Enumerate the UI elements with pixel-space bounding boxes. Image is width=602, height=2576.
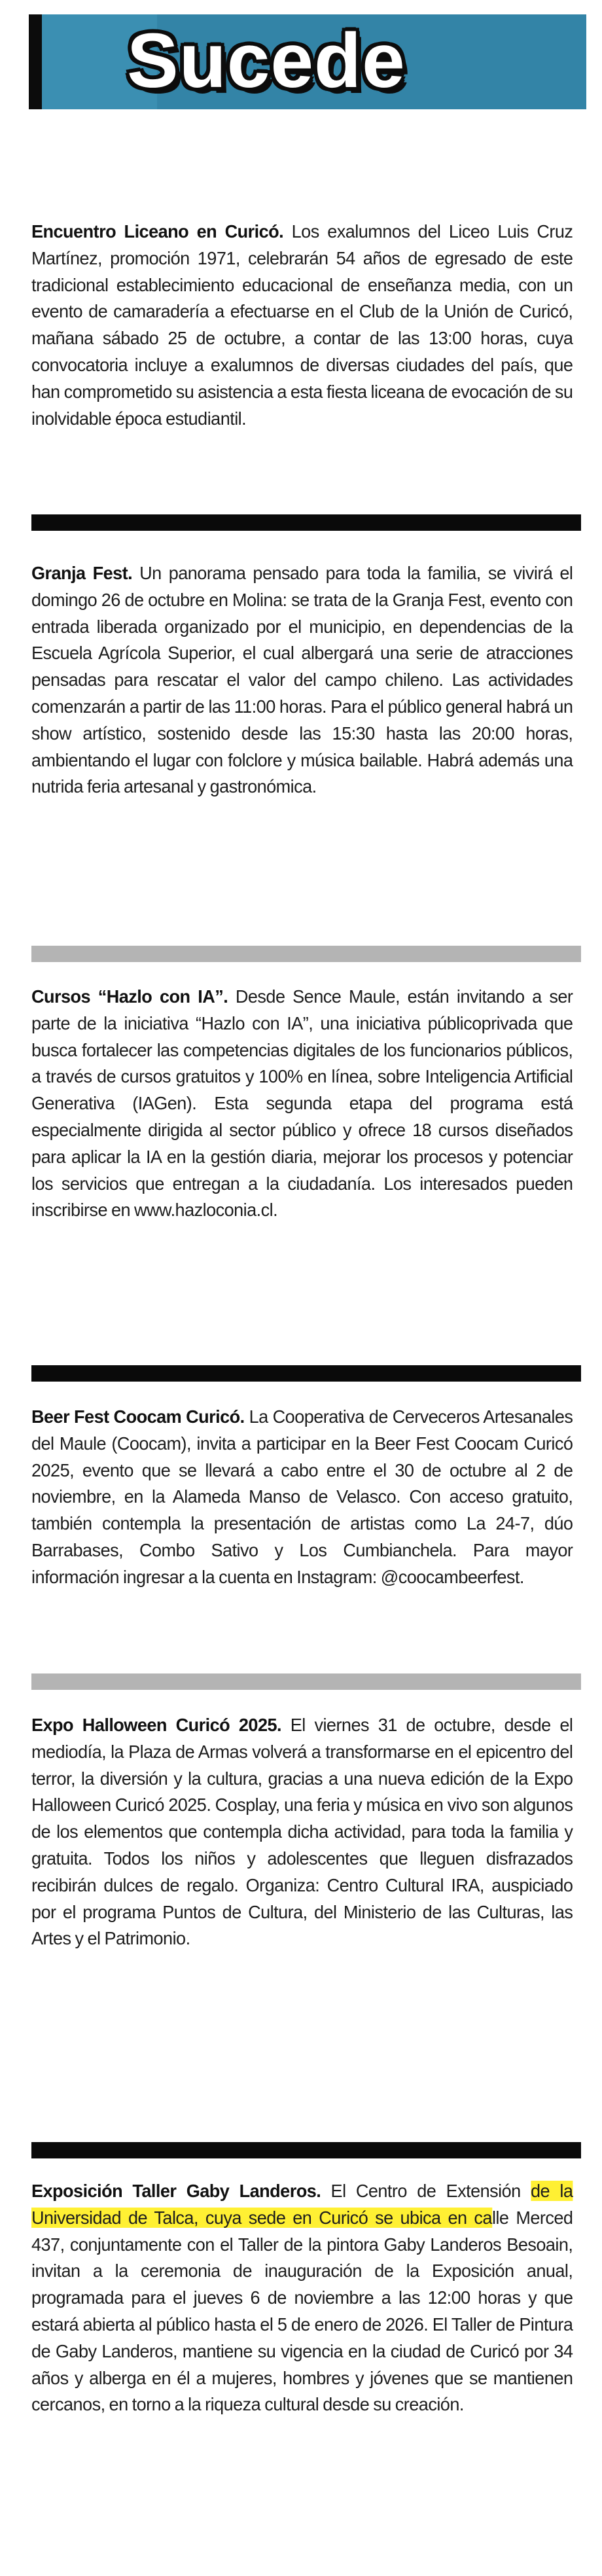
news-item-heading: Cursos “Hazlo con IA”.: [31, 986, 228, 1007]
header-left-bar: [29, 14, 42, 109]
highlighted-text: de la Universidad de Talca, cuya sede en Curicó se ubica en ca: [31, 2181, 573, 2228]
divider: [31, 1365, 581, 1382]
news-item-body: El viernes 31 de octubre, desde el mediodía, la Plaza de Armas volverá a transformarse en el epicentro del terror, la diversión y la cultura, gracias a una nueva edición de la Expo Halloween Curicó 2025. Cosplay, una feria y música en vivo son algunos de los elementos que contempla dicha actividad, para toda la familia y gratuita. Todos los niños y adolescentes que lleguen disfrazados recibirán dulces de regalo. Organiza: Centro Cultural IRA, auspiciado por el programa Puntos de Cultura, del Ministerio de las Culturas, las Artes y el Patrimonio.: [31, 1715, 573, 1949]
news-item-heading: Beer Fest Coocam Curicó.: [31, 1406, 245, 1427]
section-title: Sucede: [127, 18, 406, 104]
divider: [31, 946, 581, 962]
news-item: [31, 984, 573, 1224]
news-item-body: La Cooperativa de Cerveceros Artesanales del Maule (Coocam), invita a participar en la Beer Fest Coocam Curicó 2025, evento que se llevará a cabo entre el 30 de octubre al 2 de noviembre, en la Alameda Manso de Velasco. Con acceso gratuito, también contempla la presentación de artistas como La 24-7, dúo Barrabases, Combo Sativo y Los Cumbianchela. Para mayor información ingresar a la cuenta en Instagram: @coocambeerfest.: [31, 1406, 573, 1587]
news-item: [31, 1712, 573, 1952]
news-item-heading: Expo Halloween Curicó 2025.: [31, 1715, 281, 1735]
news-item: [31, 560, 573, 800]
divider: [31, 1673, 581, 1690]
news-item-body: Los exalumnos del Liceo Luis Cruz Martínez, promoción 1971, celebrarán 54 años de egresado de este tradicional establecimiento educacional de enseñanza media, con un evento de camaradería a efectuarse en el Club de la Unión de Curicó, mañana sábado 25 de octubre, a contar de las 13:00 horas, cuya convocatoria incluye a exalumnos de diversas ciudades del país, que han comprometido su asistencia a esta fiesta liceana de evocación de su inolvidable época estudiantil.: [31, 221, 573, 429]
news-item: [31, 219, 573, 432]
news-item-heading: Granja Fest.: [31, 563, 133, 583]
news-item-body-start: El Centro de Extensión: [321, 2181, 531, 2201]
divider: [31, 2142, 581, 2158]
news-item: [31, 2178, 573, 2418]
news-item-heading: Exposición Taller Gaby Landeros.: [31, 2181, 321, 2201]
divider: [31, 514, 581, 531]
news-item-heading: Encuentro Liceano en Curicó.: [31, 221, 284, 241]
news-item-body: Un panorama pensado para toda la familia, se vivirá el domingo 26 de octubre en Molina: se trata de la Granja Fest, evento con entrada liberada organizado por el municipio, en dependencias de la Escuela Agrícola Superior, el cual albergará una serie de atracciones pensadas para rescatar el valor del campo chileno. Las actividades comenzarán a partir de las 11:00 horas. Para el público general habrá un show artístico, sostenido desde las 15:30 hasta las 20:00 horas, ambientando el lugar con folclore y música bailable. Habrá además una nutrida feria artesanal y gastronómica.: [31, 563, 573, 797]
news-item: [31, 1404, 573, 1591]
news-item-body: Desde Sence Maule, están invitando a ser parte de la iniciativa “Hazlo con IA”, una iniciativa públicoprivada que busca fortalecer las competencias digitales de los funcionarios públicos, a través de cursos gratuitos y 100% en línea, sobre Inteligencia Artificial Generativa (IAGen). Esta segunda etapa del programa está especialmente dirigida al sector público y ofrece 18 cursos diseñados para aplicar la IA en la gestión diaria, mejorar los procesos y potenciar los servicios que entregan a la ciudadanía. Los interesados pueden inscribirse en www.hazloconia.cl.: [31, 986, 573, 1221]
section-header: [29, 14, 586, 109]
news-item-body-end: lle Merced 437, conjuntamente con el Taller de la pintora Gaby Landeros Besoain, invitan a la ceremonia de inauguración de la Exposición anual, programada para el jueves 6 de noviembre a las 12:00 horas y que estará abierta al público hasta el 5 de enero de 2026. El Taller de Pintura de Gaby Landeros, mantiene su vigencia en la ciudad de Curicó por 34 años y alberga en él a mujeres, hombres y jóvenes que se mantienen cercanos, en torno a la riqueza cultural desde su creación.: [31, 2207, 573, 2415]
